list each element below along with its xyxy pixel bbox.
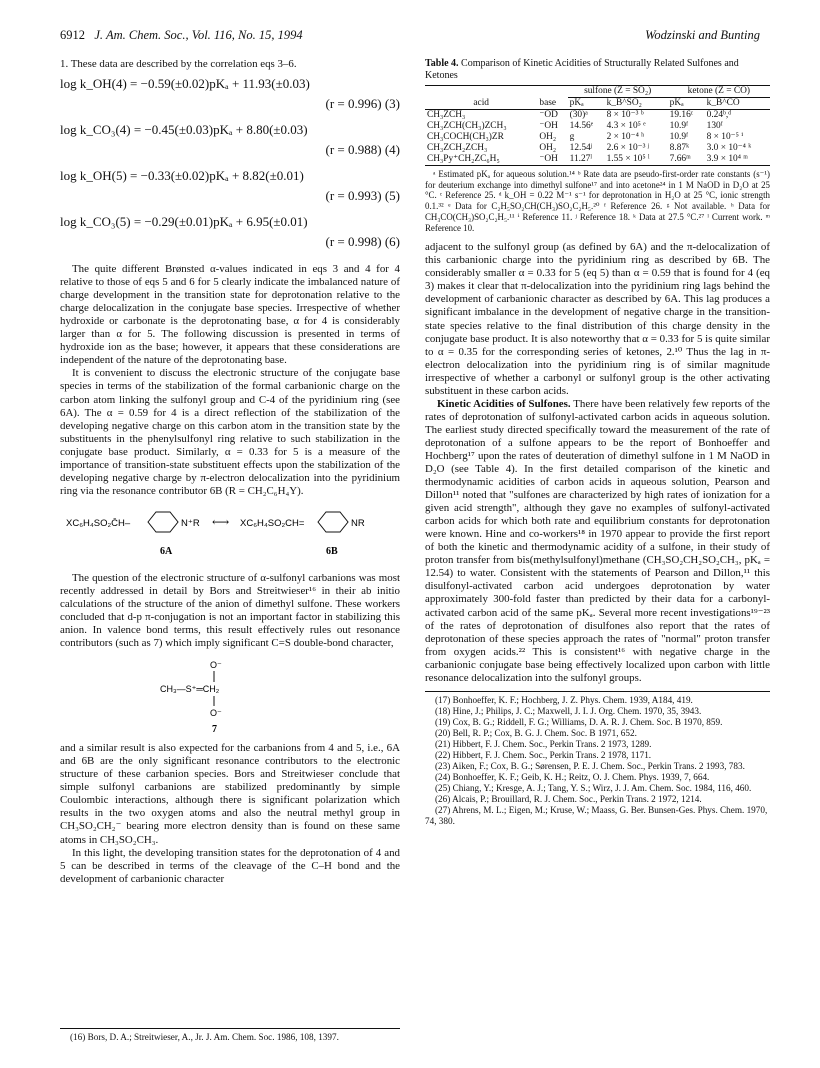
right-column	[425, 58, 770, 827]
table-cell: (30)ᵃ	[569, 110, 588, 120]
table-cell: 1.55 × 10⁵ ˡ	[606, 154, 650, 164]
header-left	[60, 28, 303, 43]
equation-5	[60, 169, 400, 211]
reference-item: (16) Bors, D. A.; Streitwieser, A., Jr. J. Am. Chem. Soc. 1986, 108, 1397.	[70, 1032, 339, 1042]
left-column	[60, 58, 400, 886]
oxygen-top: O⁻	[210, 660, 222, 671]
reference-item: (24) Bonhoeffer, K. F.; Geib, K. H.; Reitz, O. J. Chem. Phys. 1939, 7, 664.	[435, 771, 710, 782]
equation-lhs: log k_CO₃(4) = −0.45(±0.03)pKₐ + 8.80(±0.03)	[60, 122, 308, 138]
table-label: Table 4.	[425, 58, 459, 69]
reference-item: (21) Hibbert, F. J. Chem. Soc., Perkin Trans. 2 1973, 1289.	[435, 738, 652, 749]
running-authors: Wodzinski and Bunting	[645, 28, 760, 42]
reference-item: (23) Aiken, F.; Cox, B. G.; Sørensen, P. E. J. Chem. Soc., Perkin Trans. 2 1993, 783.	[435, 760, 745, 771]
oxygen-bottom: O⁻	[210, 708, 222, 719]
table-cell: CH₃ZCH₃	[427, 110, 466, 120]
equation-4	[60, 123, 400, 165]
table-cell: g	[569, 132, 575, 142]
table-cell: 19.16ᶜ	[669, 110, 694, 120]
table-title: Comparison of Kinetic Acidities of Structurally Related Sulfones and Ketones	[425, 58, 739, 81]
page-header	[60, 28, 760, 46]
reference-item: (22) Hibbert, F. J. Chem. Soc., Perkin Trans. 2 1978, 1171.	[435, 749, 652, 760]
table-cell: 8 × 10⁻⁵ ⁱ	[706, 132, 744, 142]
ring-n-6b: NR	[351, 517, 365, 529]
table-cell: 3.9 × 10⁴ ᵐ	[706, 154, 748, 164]
table-cell: 8.87ᵏ	[669, 143, 690, 153]
references	[425, 691, 770, 827]
equation-rhs: (r = 0.993) (5)	[325, 188, 400, 204]
table-cell: CH₃ZCH(CH₃)ZCH₃	[427, 121, 507, 131]
paragraph: In this light, the developing transition states for the deprotonation of 4 and 5 can be described in terms of the cleavage of the C–H bond and the development of carbanionic character	[60, 846, 400, 885]
equation-rhs: (r = 0.998) (6)	[325, 234, 400, 250]
eq-intro: 1. These data are described by the correlation eqs 3–6.	[60, 58, 297, 70]
reference-item: (26) Alcais, P.; Brouillard, R. J. Chem. Soc., Perkin Trans. 2 1972, 1214.	[435, 793, 702, 804]
table-cell: 2.6 × 10⁻³ ʲ	[606, 143, 650, 153]
label-6b: 6B	[326, 545, 338, 557]
paragraph	[425, 398, 770, 685]
table-cell: OH₂	[539, 143, 557, 153]
table-cell: ⁻OH	[539, 154, 558, 164]
table-cell: 4.3 × 10⁵ ᵉ	[606, 121, 646, 131]
equation-lhs: log k_OH(5) = −0.33(±0.02)pKₐ + 8.82(±0.01)	[60, 168, 304, 184]
table-cell: OH₂	[539, 132, 557, 142]
column-header: acid	[473, 97, 489, 108]
structure-6b-text: XC₆H₄SO₂CH=	[240, 517, 305, 529]
table-group-header: ketone (Z = CO)	[668, 86, 770, 98]
paragraph: and a similar result is also expected for the carbanions from 4 and 5, i.e., 6A and 6B are the only significant resonance contributors to the electronic structure of these carbanion species. Bors and Streitwieser conclude that simple sulfonyl carbanions are stabilized predominantly by simple Coulombic interactions, although there is significant polarization which results in the two oxygen atoms and also the neutral methyl group in CH₃SO₂CH₂⁻ bearing more electron density than is found on these same atoms in CH₃SO₂CH₃.	[60, 742, 400, 846]
ch3-group: CH₃—S⁺═CH₂	[160, 684, 220, 695]
paragraph: adjacent to the sulfonyl group (as defined by 6A) and the π-delocalization of this carbanionic charge into the pyridinium ring as described by 6B. The considerably smaller α = 0.33 for 5 (eq 5) than α = 0.59 that is found for 4 (eq 3) makes it clear that π-delocalization into the pyridinium ring lags behind the development of carbanionic character as described by 6A. This lag produces a significant imbalance in the development of negative charge in the transition-state species relative to the final distribution of this charge density in the conjugate base product. It is also noteworthy that α = 0.33 for 5 is quite similar to α = 0.35 for the corresponding series of ketones, 2.¹⁰ Thus the lag in π-electron delocalization into the pyridinium ring is of similar magnitude irrespective of whether a carbonyl or sulfonyl group is the other activating substituent in these carbon acids.	[425, 241, 770, 397]
table-cell: 12.54ʲ	[569, 143, 593, 153]
table-cell: 7.66ᵐ	[669, 154, 691, 164]
resonance-arrow: ⟷	[212, 514, 230, 529]
equation-rhs: (r = 0.996) (3)	[325, 96, 400, 112]
reference-item: (20) Bell, R. P.; Cox, B. G. J. Chem. Soc. B 1971, 652.	[435, 727, 637, 738]
column-header: k_B^SO₂	[606, 98, 642, 108]
table-row	[425, 121, 770, 132]
table-row	[425, 154, 770, 166]
table-cell: 10.9ᶠ	[669, 121, 689, 131]
paragraph: The question of the electronic structure of α-sulfonyl carbanions was most recently addressed in detail by Bors and Streitwieser¹⁶ in their ab initio calculations of the structure of the anion of dimethyl sulfone. These workers concluded that d-p π-conjugation is not an important factor in stabilizing this anion. In valence bond terms, this result effectively rules out resonance contributors (such as 7) which imply significant C=S double-bond character,	[60, 571, 400, 650]
section-heading: Kinetic Acidities of Sulfones.	[437, 397, 571, 410]
table-cell: ⁻OH	[539, 121, 558, 131]
structure-7-diagram	[60, 656, 400, 736]
table-cell: 10.9ᶠ	[669, 132, 689, 142]
table-cell: 130ᶠ	[706, 121, 723, 131]
table-footnotes: ᵃ Estimated pKₐ for aqueous solution.¹⁴ ᵇ Rate data are pseudo-first-order rate constants (s⁻¹) for deuterium exchange into dimethyl sulfone¹⁷ and into acetone²⁴ in 1 M NaOD in D₂O at 25 °C. ᶜ Reference 25. ᵈ k_OH = 0.22 M⁻¹ s⁻¹ for deprotonation in H₂O at 25 °C, ionic strength 0.1.³² ᵉ Data for C₂H₅SO₂CH(CH₃)SO₂C₂H₅.²⁰ ᶠ Reference 26. ᵍ Not available. ʰ Data for CH₃CO(CH₃)SO₂C₂H₅.¹¹ ⁱ Reference 11. ʲ Reference 18. ᵏ Data at 27.5 °C.²⁷ ˡ Current work. ᵐ Reference 10.	[425, 169, 770, 233]
reference-item: (18) Hine, J.; Philips, J. C.; Maxwell, J. I. J. Org. Chem. 1970, 35, 3943.	[435, 705, 702, 716]
resonance-diagram	[60, 504, 400, 566]
label-6a: 6A	[160, 545, 173, 557]
ring-n-6a: N⁺R	[181, 517, 200, 529]
table-cell: 14.56ᵉ	[569, 121, 594, 131]
equation-rhs: (r = 0.988) (4)	[325, 142, 400, 158]
table-cell: CH₃ZCH₂ZCH₃	[427, 143, 488, 153]
table-row	[425, 132, 770, 143]
reference-item: (19) Cox, B. G.; Riddell, F. G.; Williams, D. A. R. J. Chem. Soc. B 1970, 859.	[435, 716, 723, 727]
paragraph: It is convenient to discuss the electronic structure of the conjugate base species in terms of the stabilization of the formal carbanionic charge on the carbon atom linking the sulfonyl group and C-4 of the pyridinium ring (see 6A). The α = 0.59 for 4 is a direct reflection of the stabilization of the developing negative charge on this carbon atom in the transition state by the substituents in the phenylsulfonyl ring relative to such stabilization in the conjugate base product. Similarly, α = 0.33 for 5 is a measure of the importance of transition-state substituent effects upon the stabilization of the developing negative charge by π-electron delocalization into the pyridinium ring via the resonance contributor 6B (R = CH₂C₆H₄Y).	[60, 367, 400, 497]
equation-lhs: log k_OH(4) = −0.59(±0.02)pKₐ + 11.93(±0.03)	[60, 76, 310, 92]
pyridinium-ring-6a	[148, 512, 178, 532]
table-cell: 11.27ˡ	[569, 154, 592, 164]
reference-item: (27) Ahrens, M. L.; Eigen, M.; Kruse, W.; Maass, G. Ber. Bunsen-Ges. Phys. Chem. 1970, 74, 380.	[425, 804, 768, 826]
page-number: 6912	[60, 28, 85, 42]
table-cell: 3.0 × 10⁻⁴ ᵏ	[706, 143, 752, 153]
reference-16	[60, 1028, 400, 1042]
table-4-caption	[425, 58, 770, 82]
equation-6	[60, 215, 400, 257]
structure-7	[60, 656, 400, 736]
equation-lhs: log k_CO₃(5) = −0.29(±0.01)pKₐ + 6.95(±0.01)	[60, 214, 308, 230]
table-row	[425, 143, 770, 154]
table-row	[425, 110, 770, 122]
table-group-header: sulfone (Z = SO₂)	[568, 86, 668, 98]
table-cell: 2 × 10⁻⁴ ʰ	[606, 132, 645, 142]
table-cell: CH₃COCH(CH₃)ZR	[427, 132, 504, 142]
reference-item: (17) Bonhoeffer, K. F.; Hochberg, J. Z. Phys. Chem. 1939, A184, 419.	[435, 694, 693, 705]
column-header: k_B^CO	[706, 98, 740, 108]
table-cell: CH₃Py⁺CH₂ZC₆H₅	[427, 154, 500, 164]
paragraph: The quite different Brønsted α-values indicated in eqs 3 and 4 for 4 relative to those of eqs 5 and 6 for 5 clearly indicate the imbalanced nature of charge development in the transition state for deprotonation relative to the charge delocalization in the conjugate base species. Irrespective of whether hydroxide or carbonate is the deprotonating base, α for 4 is considerably larger than α for 5. The following discussion is presented in terms of hydroxide ion as the base; however, it appears that these considerations are independent of the nature of the deprotonating base.	[60, 263, 400, 367]
column-header: base	[539, 97, 557, 108]
pyridine-ring-6b	[318, 512, 348, 532]
column-header: pKₐ	[669, 98, 684, 108]
table-4	[425, 85, 770, 166]
table-cell: 8 × 10⁻³ ᵇ	[606, 110, 644, 120]
journal-citation: J. Am. Chem. Soc., Vol. 116, No. 15, 1994	[94, 28, 303, 42]
paragraph-body: There have been relatively few reports of the rates of deprotonation of sulfonyl-activated carbon acids in aqueous solution. The earliest study directed specifically toward the measurement of the rate of deprotonation of a sulfone appears to be the report of Bonhoeffer and Hochberg¹⁷ upon the rates of deuteration of dimethyl sulfone in 1 M NaOD in D₂O (see Table 4). In the first detailed comparison of the kinetic and thermodynamic acidities of carbon acids in aqueous solution, Pearson and Dillon¹¹ noted that "sulfones are characterized by high rates of ionization for a given acid strength", although they gave no examples of sulfonyl-activated carbon acids for which both rate and equilibrium constants for deprotonation were known. Hine and co-workers¹⁸ in 1970 appear to provide the first report of both the kinetic and thermodynamic acidity of a sulfone, in their study of proton transfer from bis(methylsulfonyl)methane (CH₃SO₂CH₂SO₂CH₃, pKₐ = 12.54) to water. Consistent with the statements of Pearson and Dillon,¹¹ this disulfonyl-activated carbon acid undergoes deprotonation by water approximately 300-fold faster than predicted by their data for a carbonyl-activated carbon acid of the same pKₐ. Several more recent investigations¹⁹⁻²³ of the rates of deprotonation of disulfones also report that the rates of deprotonation of these species approach the rates of "normal" proton transfer from oxygen acids.²² This is consistent¹⁶ with negative charge in the carbanionic conjugate base being effectively localized upon carbon with little resonance delocalization into the sulfonyl groups.	[425, 397, 770, 684]
table-cell: 0.24ᵇ,ᵈ	[706, 110, 732, 120]
table-cell: ⁻OD	[539, 110, 558, 120]
label-7: 7	[212, 724, 217, 736]
reference-item: (25) Chiang, Y.; Kresge, A. J.; Tang, Y. S.; Wirz, J. J. Am. Chem. Soc. 1984, 116, 460.	[435, 782, 752, 793]
equation-3	[60, 77, 400, 119]
column-header: pKₐ	[569, 98, 584, 108]
resonance-structures-6	[60, 504, 400, 566]
structure-6a-text: XC₆H₄SO₂C̄H–	[66, 517, 131, 529]
